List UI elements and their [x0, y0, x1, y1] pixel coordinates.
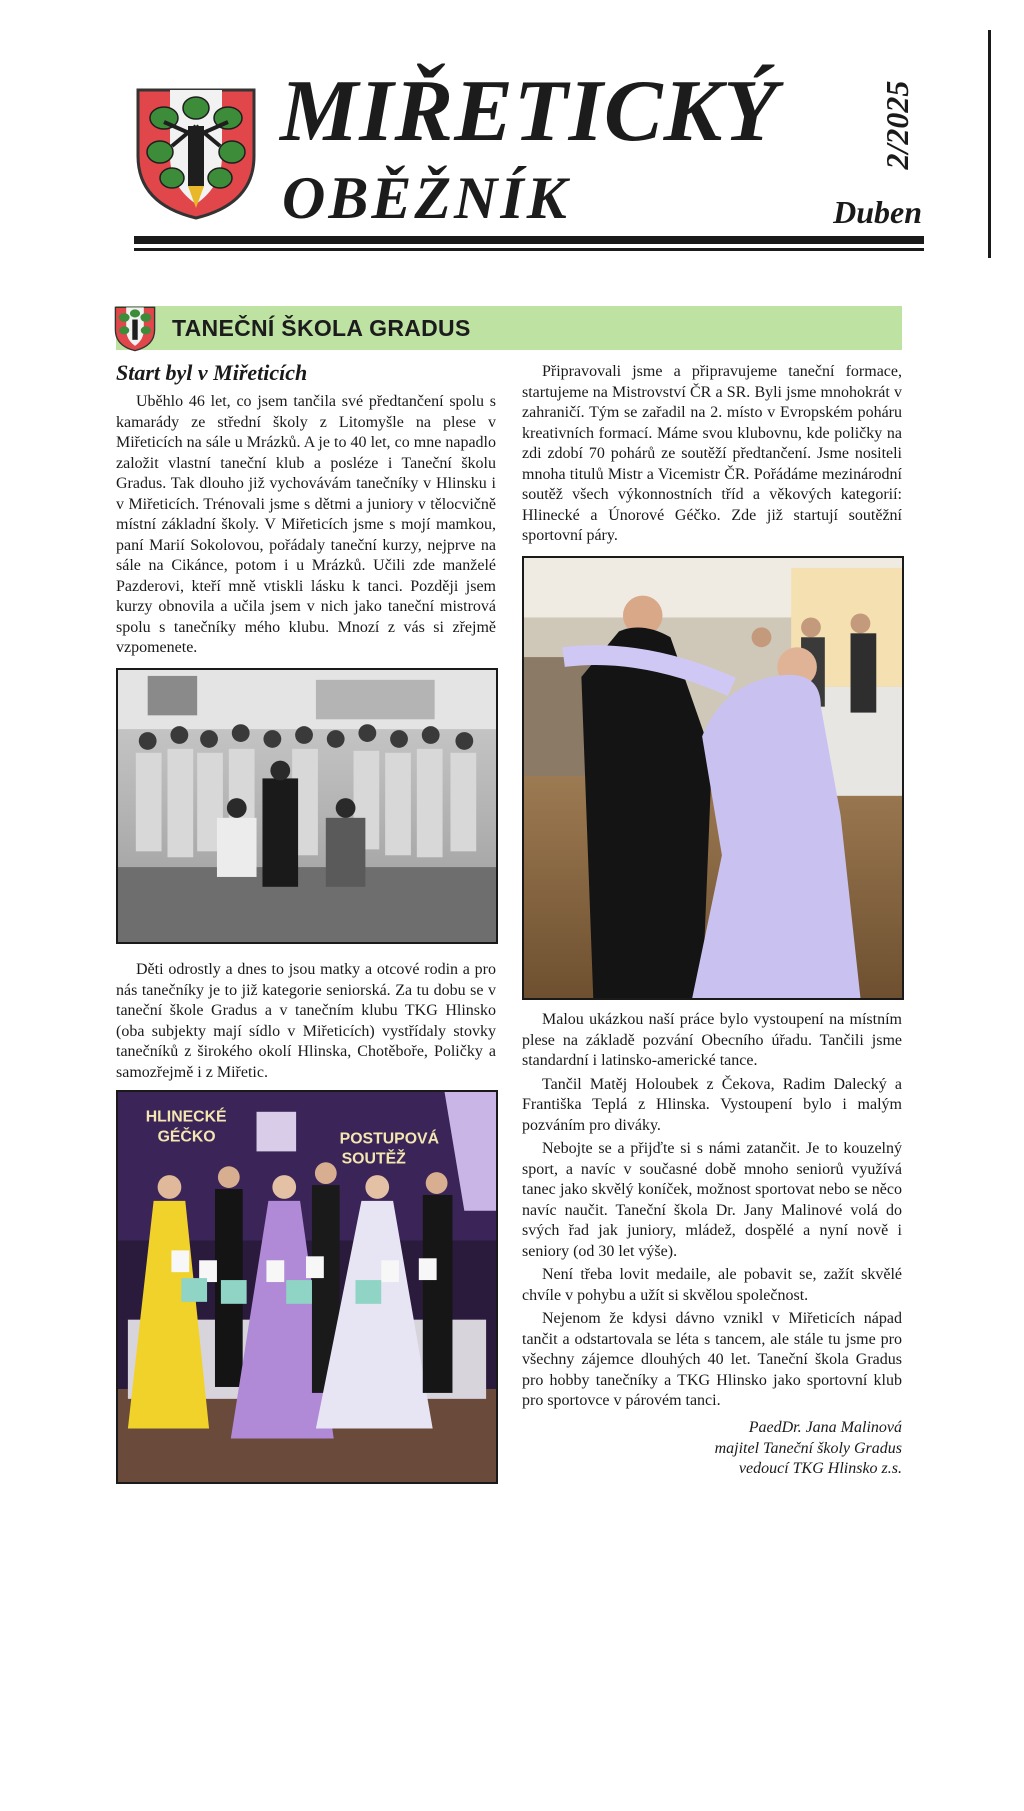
issue-month: Duben — [833, 194, 922, 230]
section-title: TANEČNÍ ŠKOLA GRADUS — [172, 315, 471, 341]
paragraph: Připravovali jsme a připravujeme taneční formace, startujeme na Mistrovství ČR a SR. Byli jsme mnohokrát v zahraničí. Tým se zařadil na 2. místo v Evropském poháru kreativních formací. Máme svou klubovnu, kde poličky na zdi zdobí 70 pohárů ze soutěží předtančení. Jsme nositeli mnoha titulů Mistr a Vicemistr ČR. Pořádáme mezinárodní soutěž všech výkonnostních tříd a věkových kategorií: Hlinecké a Únorové Géčko. Zde již startují soutěžní sportovní páry. — [522, 363, 902, 544]
paragraph: Malou ukázkou naší práce bylo vystoupení na místním plese na základě pozvání Obecního úřadu. Tančili jsme standardní i latinsko-americké tance. — [522, 1011, 902, 1069]
banner-right-line2: SOUTĚŽ — [341, 1150, 406, 1168]
paragraph: Děti odrostly a dnes to jsou matky a otcové rodin a pro nás tanečníky je to již kategorie seniorská. Za tu dobu se v taneční škole Gradus a v tanečním klubu TKG Hlinsko (oba subjekty mají sídlo v Miřeticích) vystřídaly stovky tanečníků z širokého okolí Hlinska, Chotěboře, Poličky a samozřejmě i z Miřetic. — [116, 961, 496, 1081]
article-right-text-2 — [522, 1010, 902, 1412]
signature-role-2: vedoucí TKG Hlinsko z.s. — [738, 1460, 902, 1477]
issue-number: 2/2025 — [879, 80, 915, 170]
banner-left-line1: HLINECKÉ — [145, 1108, 227, 1126]
article-subheading: Start byl v Miřeticích — [116, 360, 308, 385]
paragraph: Tančil Matěj Holoubek z Čekova, Radim Dalecký a Františka Teplá z Hlinska. Vystoupení bylo i malým pozváním pro diváky. — [522, 1075, 902, 1134]
article-left-text-1 — [116, 392, 496, 659]
page-edge-line — [988, 30, 991, 258]
masthead-rule-thin — [134, 248, 924, 251]
paragraph: Uběhlo 46 let, co jsem tančila své předtančení spolu s kamarády ze střední školy z Litomyšle na plese v Miřeticích na sále u Mrázků. A je to 40 let, co mne napadlo založit vlastní taneční klub a posléze i Taneční školu Gradus. Tak dlouho již vychovávám tanečníky v Hlinsku i v Miřeticích. Trénovali jsme s dětmi a juniory v tělocvičně místní základní školy. V Miřeticích jsme s mojí mamkou, paní Marií Sokolovou, pořádaly taneční kurzy, nejprve na sále na Cikánce, potom i u Mrázků. Učili zde manželé Pazderovi, kteří mně vtiskli lásku k tanci. Později jsem kurzy obnovila a učila jsem v nich jako taneční mistrová spolu s tanečníky mého klubu. Mnozí z vás si zřejmě vzpomenete. — [116, 393, 496, 656]
masthead-rule-thick — [134, 236, 924, 244]
signature-role: majitel Taneční školy Gradus — [714, 1439, 902, 1457]
coat-of-arms-icon — [134, 86, 258, 222]
article-right-text-1 — [522, 362, 902, 547]
ballroom-couple-photo — [522, 556, 904, 1000]
coat-of-arms-small-icon — [114, 306, 156, 352]
paragraph: Nebojte se a přijďte si s námi zatančit. Je to kouzelný sport, a navíc v současné době mnoho seniorů využívá tanec jako skvělý koníček, možnost sportovat nebo se něco navíc naučit. Taneční škola Dr. Jany Malinové volá do svých řad jak juniory, mládež, dospělé a nyní nově i seniory (od 30 let výše). — [522, 1140, 902, 1260]
masthead — [0, 0, 1024, 270]
historic-group-photo — [116, 668, 498, 944]
article-signature — [522, 1418, 902, 1480]
banner-left-line2: GÉČKO — [157, 1128, 216, 1146]
signature-name: PaedDr. Jana Malinová — [748, 1419, 902, 1436]
competition-group-photo-image — [118, 1092, 496, 1482]
banner-right-line1: POSTUPOVÁ — [339, 1130, 440, 1148]
paragraph: Není třeba lovit medaile, ale pobavit se, zažít skvělé chvíle v pohybu a užít si skvělou společnost. — [522, 1266, 902, 1304]
historic-group-photo-image — [118, 670, 496, 942]
article-left-text-2 — [116, 960, 496, 1083]
ballroom-couple-photo-image — [524, 558, 902, 998]
newsletter-title: MIŘETICKÝ — [280, 63, 779, 160]
paragraph: Nejenom že kdysi dávno vznikl v Miřeticích nápad tančit a odstartovala se léta s tancem, ale stále tu jsme pro všechny zájemce dlouhých 40 let. Taneční škola Gradus pro hobby tanečníky a TKG Hlinsko jako sportovní klub pro sportovce v párovém tanci. — [522, 1310, 902, 1409]
newsletter-subtitle: OBĚŽNÍK — [282, 165, 570, 231]
competition-group-photo — [116, 1090, 498, 1484]
